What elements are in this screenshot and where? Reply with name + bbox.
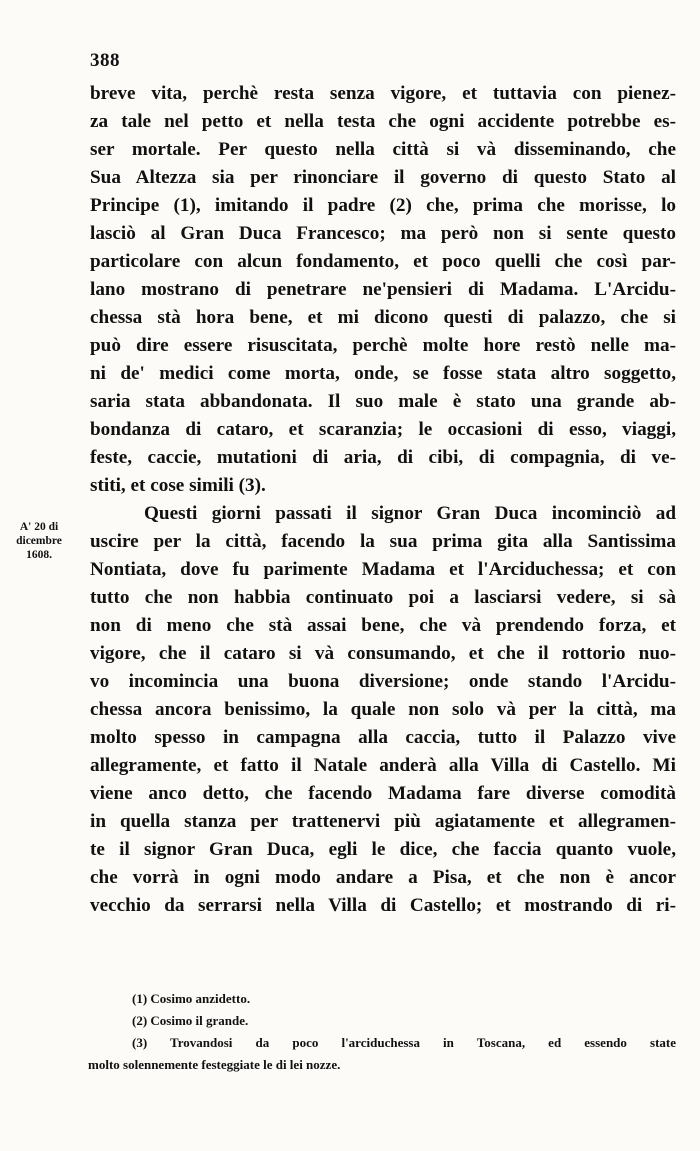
text-line: vo incomincia una buona diversione; onde stando l'Arcidu- xyxy=(90,671,676,692)
text-line: Principe (1), imitando il padre (2) che, prima che morisse, lo xyxy=(90,195,676,216)
text-line: chessa ancora benissimo, la quale non solo và per la città, ma xyxy=(90,699,676,720)
text-line: Nontiata, dove fu parimente Madama et l'Arciduchessa; et con xyxy=(90,559,676,580)
text-line: allegramente, et fatto il Natale anderà alla Villa di Castello. Mi xyxy=(90,755,676,776)
text-line: uscire per la città, facendo la sua prima gita alla Santissima xyxy=(90,531,676,552)
text-line: in quella stanza per trattenervi più agiatamente et allegramen- xyxy=(90,811,676,832)
margin-note-line: 1608. xyxy=(26,549,52,561)
text-line: feste, caccie, mutationi di aria, di cibi, di compagnia, di ve- xyxy=(90,447,676,468)
text-line: ni de' medici come morta, onde, se fosse stata altro soggetto, xyxy=(90,363,676,384)
text-line: bondanza di cataro, et scaranzia; le occasioni di esso, viaggi, xyxy=(90,419,676,440)
text-line: lasciò al Gran Duca Francesco; ma però non si sente questo xyxy=(90,223,676,244)
text-line: saria stata abbandonata. Il suo male è stato una grande ab- xyxy=(90,391,676,412)
text-line: za tale nel petto et nella testa che ogni accidente potrebbe es- xyxy=(90,111,676,132)
text-line: che vorrà in ogni modo andare a Pisa, et che non è ancor xyxy=(90,867,676,888)
text-line: viene anco detto, che facendo Madama fare diverse comodità xyxy=(90,783,676,804)
footnote: (3) Trovandosi da poco l'arciduchessa in Toscana, ed essendo state xyxy=(132,1035,676,1050)
text-line: non di meno che stà assai bene, che và prendendo forza, et xyxy=(90,615,676,636)
text-line: breve vita, perchè resta senza vigore, et tuttavia con pienez- xyxy=(90,83,676,104)
body-text xyxy=(90,80,676,920)
text-line: chessa stà hora bene, et mi dicono questi di palazzo, che si xyxy=(90,307,676,328)
footnote: (1) Cosimo anzidetto. xyxy=(132,991,251,1006)
page-number: 388 xyxy=(90,50,120,71)
text-line: tutto che non habbia continuato poi a lasciarsi vedere, si sà xyxy=(90,587,676,608)
footnotes xyxy=(90,988,676,1076)
margin-note-date xyxy=(0,520,78,562)
text-line: può dire essere risuscitata, perchè molte hore restò nelle ma- xyxy=(90,335,676,356)
text-line: stiti, et cose simili (3). xyxy=(90,475,266,496)
text-line: molto spesso in campagna alla caccia, tutto il Palazzo vive xyxy=(90,727,676,748)
text-line: Sua Altezza sia per rinonciare il governo di questo Stato al xyxy=(90,167,676,188)
text-line: ser mortale. Per questo nella città si và disseminando, che xyxy=(90,139,676,160)
text-line: particolare con alcun fondamento, et poco quelli che così par- xyxy=(90,251,676,272)
text-line: lano mostrano di penetrare ne'pensieri di Madama. L'Arcidu- xyxy=(90,279,676,300)
margin-note-line: dicembre xyxy=(16,535,62,547)
text-line: te il signor Gran Duca, egli le dice, che faccia quanto vuole, xyxy=(90,839,676,860)
text-line: vecchio da serrarsi nella Villa di Castello; et mostrando di ri- xyxy=(90,895,676,916)
margin-note-line: A' 20 di xyxy=(19,521,59,533)
footnote-continuation: molto solennemente festeggiate le di lei nozze. xyxy=(88,1057,341,1072)
footnote: (2) Cosimo il grande. xyxy=(132,1013,249,1028)
text-line: vigore, che il cataro si và consumando, et che il rottorio nuo- xyxy=(90,643,676,664)
text-line: Questi giorni passati il signor Gran Duca incominciò ad xyxy=(144,503,676,524)
